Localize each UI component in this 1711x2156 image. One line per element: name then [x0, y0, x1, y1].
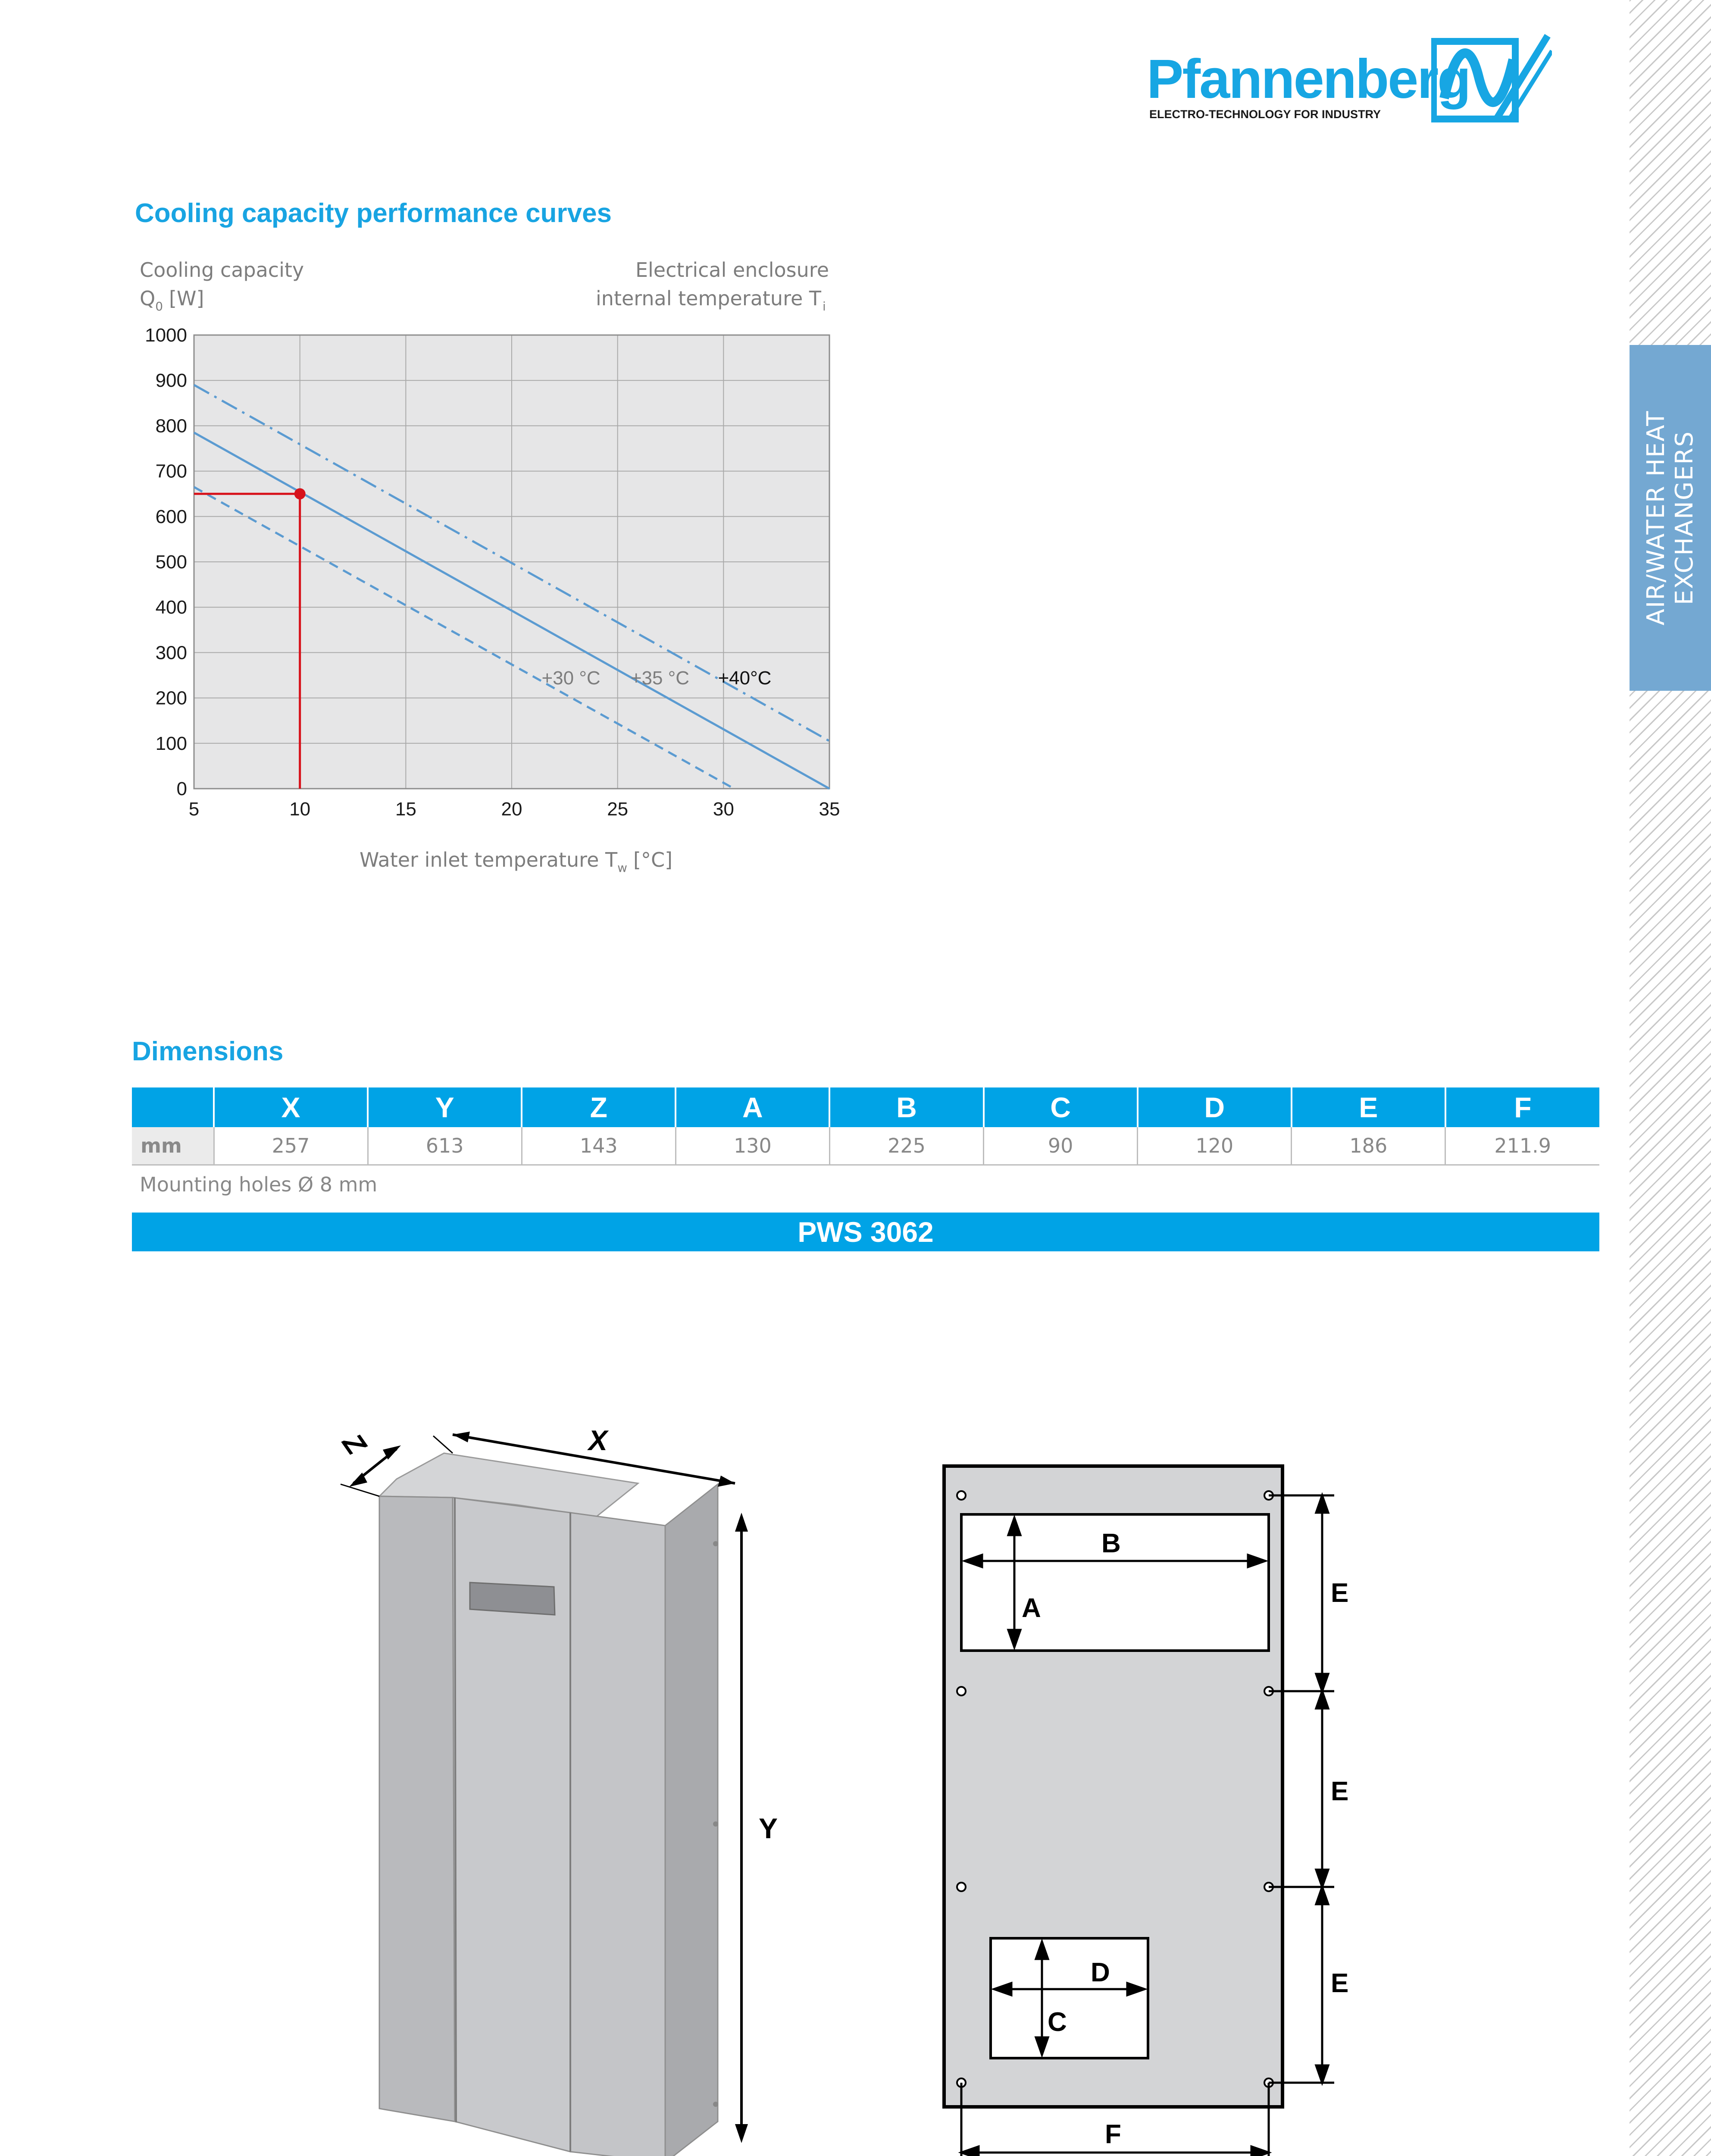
- dimension-e-value: 186: [1292, 1127, 1445, 1165]
- chart-xtick-label: 30: [713, 799, 734, 820]
- drawing-label-c: C: [1048, 2007, 1067, 2037]
- chart-series-label-1: +30 °C: [541, 667, 601, 689]
- chart-xtick-label: 25: [607, 799, 629, 820]
- dimension-c-value: 90: [984, 1127, 1138, 1165]
- chart-xlabel: Water inlet temperature $T_w$ [°C]: [359, 848, 673, 875]
- dimensions-unit-cell: mm: [132, 1127, 214, 1165]
- display-window: [470, 1583, 555, 1615]
- drawing-label-y: Y: [759, 1812, 778, 1844]
- chart-ytick-label: 1000: [145, 325, 187, 346]
- drawing-label-e-1: E: [1331, 1578, 1349, 1608]
- drawing-label-e-3: E: [1331, 1968, 1349, 1998]
- sidebar-category-label: [1642, 354, 1699, 682]
- chart-operating-point: [294, 488, 306, 499]
- sidebar-category-line-2: EXCHANGERS: [1670, 430, 1698, 605]
- mounting-plate-drawing: [918, 1449, 1371, 2156]
- chart-xtick-label: 35: [819, 799, 840, 820]
- chart-xtick-label: 10: [289, 799, 311, 820]
- dimension-x-value: 257: [214, 1127, 368, 1165]
- dimension-d-value: 120: [1138, 1127, 1292, 1165]
- brand-logo-text: Pfannenberg: [1147, 48, 1470, 110]
- dimensions-header-x: X: [214, 1087, 368, 1127]
- chart-ytick-label: 0: [176, 778, 187, 799]
- chart-right-label-line-1: Electrical enclosure: [635, 258, 829, 282]
- dimension-z-value: 143: [522, 1127, 676, 1165]
- dimensions-header-f: F: [1445, 1087, 1599, 1127]
- chart-ytick-label: 700: [155, 461, 187, 482]
- drawing-label-a: A: [1022, 1593, 1041, 1623]
- chart-ytick-label: 600: [155, 506, 187, 527]
- chart-right-label-subscript: i: [823, 299, 826, 313]
- drawing-label-z: Z: [336, 1427, 373, 1460]
- chart-ytick-label: 500: [155, 552, 187, 573]
- chart-ylabel-line-2: $Q_0$ [W]: [140, 287, 204, 313]
- chart-series-label-2: +35 °C: [630, 667, 690, 689]
- drawing-label-x: X: [588, 1424, 608, 1456]
- drawing-label-d: D: [1091, 1958, 1110, 1987]
- dimensions-table: [132, 1087, 1599, 1166]
- sidebar-category-tab[interactable]: [1630, 345, 1711, 691]
- cooling-capacity-chart: [129, 246, 871, 884]
- dimensions-section-title: Dimensions: [132, 1037, 284, 1066]
- dimension-b-value: 225: [829, 1127, 983, 1165]
- performance-section-title: Cooling capacity performance curves: [135, 198, 612, 228]
- chart-ytick-label: 200: [155, 687, 187, 709]
- dimensions-header-z: Z: [522, 1087, 676, 1127]
- dimensions-header-d: D: [1138, 1087, 1292, 1127]
- dimension-y-value: 613: [368, 1127, 522, 1165]
- chart-ytick-label: 800: [155, 415, 187, 437]
- dimensions-header-a: A: [676, 1087, 829, 1127]
- brand-logo-icon: [1431, 34, 1552, 124]
- dimension-a-value: 130: [676, 1127, 829, 1165]
- cutout-lower: [991, 1938, 1148, 2058]
- chart-xtick-label: 5: [188, 799, 200, 820]
- mounting-holes-note: Mounting holes Ø 8 mm: [140, 1173, 378, 1196]
- dimensions-header-blank: [132, 1087, 214, 1127]
- unit-isometric-drawing: [328, 1410, 810, 2156]
- model-name-bar: PWS 3062: [132, 1213, 1599, 1251]
- brand-tagline: ELECTRO-TECHNOLOGY FOR INDUSTRY: [1149, 108, 1381, 121]
- dimensions-header-e: E: [1292, 1087, 1445, 1127]
- drawing-label-b: B: [1101, 1529, 1121, 1558]
- chart-ytick-label: 400: [155, 597, 187, 618]
- dimensions-value-row: [132, 1127, 1599, 1165]
- sidebar-category-line-1: AIR/WATER HEAT: [1642, 410, 1670, 626]
- chart-xtick-label: 20: [501, 799, 522, 820]
- chart-ytick-label: 900: [155, 370, 187, 392]
- chart-xtick-label: 15: [395, 799, 416, 820]
- drawing-label-e-2: E: [1331, 1777, 1349, 1806]
- dimensions-header-b: B: [829, 1087, 983, 1127]
- drawing-label-f: F: [1105, 2119, 1121, 2149]
- dimension-f-value: 211.9: [1445, 1127, 1599, 1165]
- chart-ytick-label: 300: [155, 642, 187, 664]
- chart-ytick-label: 100: [155, 733, 187, 754]
- chart-series-label-3: +40°C: [718, 667, 772, 689]
- dimensions-header-c: C: [984, 1087, 1138, 1127]
- sidebar-hatch: [1630, 0, 1711, 2156]
- chart-right-label-line-2: internal temperature T: [596, 287, 821, 310]
- chart-ylabel-line-1: Cooling capacity: [140, 258, 304, 282]
- dimensions-header-y: Y: [368, 1087, 522, 1127]
- dimensions-header-row: [132, 1087, 1599, 1127]
